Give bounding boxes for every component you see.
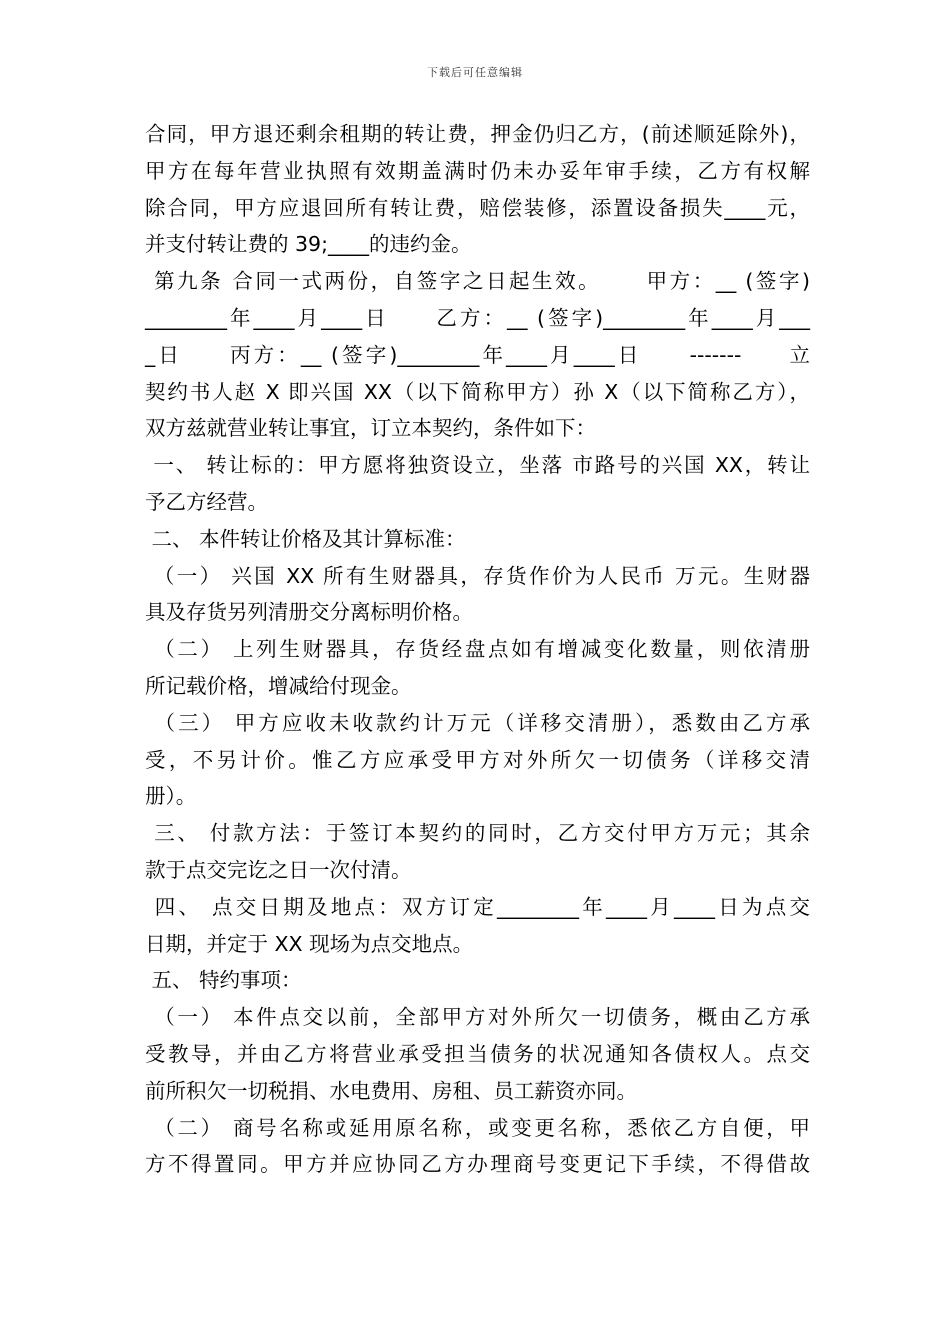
document-line: _日 丙方：__ (签字)________年____月____日 ------- 立 xyxy=(145,342,810,367)
document-line: 具及存货另列清册交分离标明价格。 xyxy=(145,600,473,625)
document-line: 前所积欠一切税捐、水电费用、房租、员工薪资亦同。 xyxy=(145,1078,637,1103)
page-header-note: 下载后可任意编辑 xyxy=(427,66,523,79)
document-line: 册）。 xyxy=(145,784,197,809)
document-line: 三、 付款方法：于签订本契约的同时，乙方交付甲方万元；其余 xyxy=(145,821,810,846)
document-line: 第九条 合同一式两份，自签字之日起生效。 甲方：__ (签字) xyxy=(145,269,810,294)
document-line: （二） 商号名称或延用原名称，或变更名称，悉依乙方自便，甲 xyxy=(145,1115,810,1140)
document-line: 四、 点交日期及地点：双方订定________年____月____日为点交 xyxy=(145,894,810,919)
document-body xyxy=(145,116,810,1183)
document-line: （一） 兴国 XX 所有生财器具，存货作价为人民币 万元。生财器 xyxy=(145,563,810,588)
document-line: 受，不另计价。惟乙方应承受甲方对外所欠一切债务（详移交清 xyxy=(145,747,810,772)
document-line: 方不得置同。甲方并应协同乙方办理商号变更记下手续，不得借故 xyxy=(145,1152,810,1177)
document-line: 除合同，甲方应退回所有转让费，赔偿装修，添置设备损失____元， xyxy=(145,195,810,220)
document-line: 日期，并定于 XX 现场为点交地点。 xyxy=(145,931,474,956)
document-line: 予乙方经营。 xyxy=(145,489,268,514)
document-line: 合同，甲方退还剩余租期的转让费，押金仍归乙方，(前述顺延除外)， xyxy=(145,122,810,146)
document-line: （二） 上列生财器具，存货经盘点如有增减变化数量，则依清册 xyxy=(145,637,810,662)
document-line: 双方兹就营业转让事宜，订立本契约，条件如下： xyxy=(145,416,596,441)
document-line: （一） 本件点交以前，全部甲方对外所欠一切债务，概由乙方承 xyxy=(145,1005,810,1030)
document-line: 并支付转让费的 39;____的违约金。 xyxy=(145,232,472,257)
document-line: 一、 转让标的：甲方愿将独资设立，坐落 市路号的兴国 XX，转让 xyxy=(145,453,810,478)
document-line: 五、 特约事项： xyxy=(145,968,302,993)
document-line: （三） 甲方应收未收款约计万元（详移交清册），悉数由乙方承 xyxy=(145,710,810,735)
document-line: 受教导，并由乙方将营业承受担当债务的状况通知各债权人。点交 xyxy=(145,1041,810,1066)
document-line: 款于点交完讫之日一次付清。 xyxy=(145,857,412,882)
document-line: 二、 本件转让价格及其计算标准： xyxy=(145,526,466,551)
document-line: 所记载价格，增减给付现金。 xyxy=(145,673,412,698)
document-line: ________年____月____日 乙方：__ (签字)________年____月___ xyxy=(145,305,810,330)
document-line: 甲方在每年营业执照有效期盖满时仍未办妥年审手续，乙方有权解 xyxy=(145,158,810,183)
document-line: 契约书人赵 X 即兴国 XX（以下简称甲方）孙 X（以下简称乙方）， xyxy=(145,379,810,404)
